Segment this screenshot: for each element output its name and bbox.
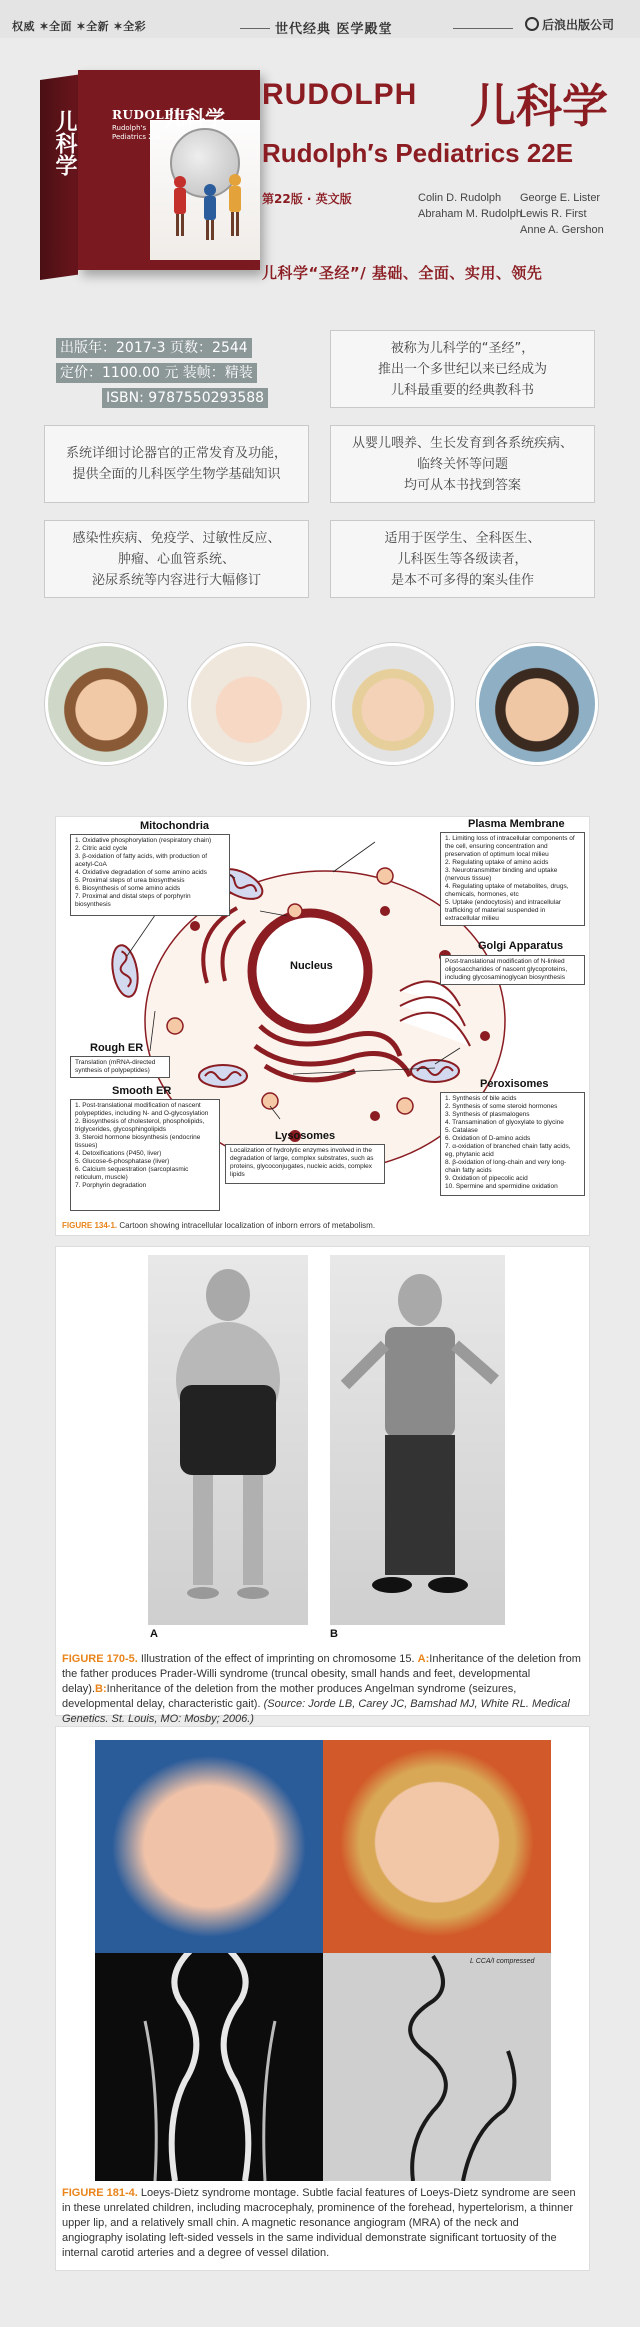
box-line: 儿科医生等各级读者， [397,551,528,567]
box-mitochondria [70,834,230,916]
box-peroxisomes [440,1092,585,1196]
edition-label: 第22版 · 英文版 [262,192,352,206]
item: 2. Regulating uptake of amino acids [445,859,549,866]
info-isbn: ISBN: 9787550293588 [102,388,268,408]
prader-willi-figure [148,1255,308,1625]
info-pub-year-pages: 出版年：2017-3 页数：2544 [56,338,252,358]
box-line: 均可从本书找到答案 [403,477,521,493]
caption-label-b: B: [95,1683,107,1695]
figure-imprinting [55,1246,590,1716]
item: 1. Synthesis of bile acids [445,1095,517,1102]
box-line: 适用于医学生、全科医生、 [384,530,541,546]
box-line: 系统详细讨论器官的正常发育及功能， [65,446,287,461]
figure-number: FIGURE 181-4. [62,2187,138,2199]
label-rough-er: Rough ER [90,1042,144,1054]
title-subtitle: Rudolph′s Pediatrics 22E [262,138,574,168]
feature-box-answers [330,425,595,503]
divider-left [240,28,270,29]
caption-text: Inheritance of the deletion from the mother produces Angelman syndrome (seizures, developmental delay, characteristic gait). [62,1683,517,1710]
item: 3. Neurotransmitter binding and uptake (nervous tissue) [445,867,558,882]
box-line: 从婴儿喂养、生长发育到各系统疾病、 [351,435,573,451]
cover-title-en: RUDOLPH [112,108,186,122]
box-line: 泌尿系统等内容进行大幅修订 [91,572,261,588]
item: 5. Uptake (endocytosis) and intracellular trafficking of material suspended in extracellular milieu [445,899,561,922]
item: 7. Proximal and distal steps of porphyrin biosynthesis [75,893,191,908]
item: 4. Regulating uptake of metabolites, drugs, chemicals, hormones, etc [445,883,569,898]
box-line: 推出一个多世纪以来已经成为 [377,361,547,377]
author: Colin D. Rudolph [418,192,502,204]
publisher-logo [525,16,614,33]
authors-col-2 [520,190,604,238]
box-line: 提供全面的儿科医学生物学基础知识 [72,467,281,482]
motto: 世代经典 医学殿堂 [275,22,393,37]
mra-vessels [95,1953,323,2181]
label-peroxisomes: Peroxisomes [480,1078,549,1090]
item: 2. Citric acid cycle [75,845,128,852]
author: Abraham M. Rudolph [418,208,522,220]
feature-box-organs [44,425,309,503]
box-smooth-er [70,1099,220,1211]
angio-annotation: L CCA/I compressed [470,1958,535,1965]
box-line: 儿科最重要的经典教科书 [390,382,534,398]
label-golgi: Golgi Apparatus [478,940,564,952]
caption-text: Loeys-Dietz syndrome montage. Subtle facial features of Loeys-Dietz syndrome are seen in these unrelated children, including macrocephaly, prominence of the forehead, hypertelorism, a thinner upper lip, and a relatively small chin. A magnetic resonance angiogram (MRA) of the neck and angiography isolating left-sided vessels in the same individual demonstrate significant tortuosity of the internal carotid arteries and a degree of vessel dilation. [62,2187,576,2259]
caption-fig-181 [62,2186,582,2261]
item: 10. Spermine and spermidine oxidation [445,1183,558,1190]
child-photo-4 [476,643,598,765]
author: Anne A. Gershon [520,224,604,236]
caption-text: Inheritance of the deletion from the father produces Prader-Willi syndrome (truncal obesity, small hands and feet, developmental delay). [62,1653,581,1695]
item: 1. Limiting loss of intracellular components of the cell, ensuring concentration and preservation of optimum local milieu [445,835,575,858]
box-lysosomes: Localization of hydrolytic enzymes involved in the degradation of large, complex substrates, such as proteins, glycoconjugates, nucleic acids, complex lipids [225,1144,385,1184]
item: 4. Detoxifications (P450, liver) [75,1150,162,1157]
item: 7. Porphyrin degradation [75,1182,147,1189]
caption-text: Illustration of the effect of imprinting on chromosome 15. [140,1653,415,1665]
item: 3. β-oxidation of fatty acids, with production of acetyl-CoA [75,853,208,868]
item: 6. Calcium sequestration (sarcoplasmic reticulum, muscle) [75,1166,189,1181]
item: 4. Oxidative degradation of some amino acids [75,869,207,876]
cover-title-cn: 儿科学 [165,106,225,130]
author: George E. Lister [520,192,601,204]
box-rough-er: Translation (mRNA-directed synthesis of polypeptides) [70,1056,170,1078]
item: 4. Transamination of glyoxylate to glycine [445,1119,564,1126]
label-smooth-er: Smooth ER [112,1085,172,1097]
box-line: 是本不可多得的案头佳作 [390,572,534,588]
authors-col-1 [418,190,522,222]
item: 9. Oxidation of pipecolic acid [445,1175,528,1182]
publisher-seal-icon [525,17,539,31]
box-golgi: Post-translational modification of N-linked oligosaccharides of nascent glycoproteins, including glycosaminoglycan biosynthesis [440,955,585,985]
angelman-figure [330,1255,505,1625]
child-photo-1 [45,643,167,765]
item: 5. Catalase [445,1127,478,1134]
item: 3. Steroid hormone biosynthesis (endocrine tissues) [75,1134,201,1149]
label-plasma-membrane: Plasma Membrane [468,818,565,830]
label-b: B [330,1628,338,1640]
label-lysosomes: Lysosomes [275,1130,336,1142]
child-photo-3 [332,643,454,765]
slogan: 儿科学“圣经”/ 基础、全面、实用、领先 [262,264,543,282]
caption-text: Cartoon showing intracellular localization of inborn errors of metabolism. [119,1221,376,1230]
feature-tags: 权威 ✶全面 ✶全新 ✶全彩 [12,20,147,33]
box-plasma-membrane [440,832,585,926]
item: 8. β-oxidation of long-chain and very long-chain fatty acids [445,1159,567,1174]
author: Lewis R. First [520,208,587,220]
publisher-name: 后浪出版公司 [542,18,615,32]
photo-child-2 [323,1740,551,1953]
title-rudolph: RUDOLPH [262,78,418,111]
caption-fig-134 [62,1218,375,1233]
item: 6. Biosynthesis of some amino acids [75,885,181,892]
item: 7. α-oxidation of branched chain fatty acids, eg, phytanic acid [445,1143,571,1158]
box-line: 感染性疾病、免疫学、过敏性反应、 [72,530,281,546]
caption-source: (Source: Jorde LB, Carey JC, Bamshad MJ, White RL. Medical Genetics. St. Louis, MO: Mosby; 2006.) [62,1698,570,1725]
angiography-vessels [323,1953,551,2181]
figure-number: FIGURE 170-5. [62,1653,138,1665]
item: 5. Proximal steps of urea biosynthesis [75,877,185,884]
feature-box-audience [330,520,595,598]
info-price-binding: 定价：1100.00 元 装帧：精装 [56,363,257,383]
divider-right [453,28,513,29]
box-line: 被称为儿科学的“圣经”， [390,340,535,356]
cover-children-illustration [150,150,260,262]
item: 2. Synthesis of some steroid hormones [445,1103,558,1110]
book-spine [40,75,78,280]
title-cn: 儿科学 [470,79,608,133]
label-a: A [150,1628,158,1640]
box-line: 临终关怀等问题 [416,456,508,472]
feature-box-revisions [44,520,309,598]
child-photo-2 [188,643,310,765]
item: 2. Biosynthesis of cholesterol, phospholipids, triglycerides, glycosphingolipids [75,1118,205,1133]
feature-box-bible [330,330,595,408]
caption-label-a: A: [417,1653,430,1665]
item: 1. Post-translational modification of nascent polypeptides, including N- and O-glycosylation [75,1102,209,1117]
photo-child-1 [95,1740,323,1953]
item: 3. Synthesis of plasmalogens [445,1111,530,1118]
figure-number: FIGURE 134-1. [62,1221,118,1230]
book-spine-title: 儿科学 [52,110,78,176]
item: 1. Oxidative phosphorylation (respiratory chain) [75,837,212,844]
box-line: 肿瘤、心血管系统、 [117,551,235,567]
label-mitochondria: Mitochondria [140,820,210,832]
item: 6. Oxidation of D-amino acids [445,1135,531,1142]
caption-fig-170 [62,1652,582,1727]
cover-subtitle: Rudolph's Pediatrics 22E [112,124,162,141]
label-nucleus: Nucleus [290,960,333,972]
item: 5. Glucose-6-phosphatase (liver) [75,1158,170,1165]
